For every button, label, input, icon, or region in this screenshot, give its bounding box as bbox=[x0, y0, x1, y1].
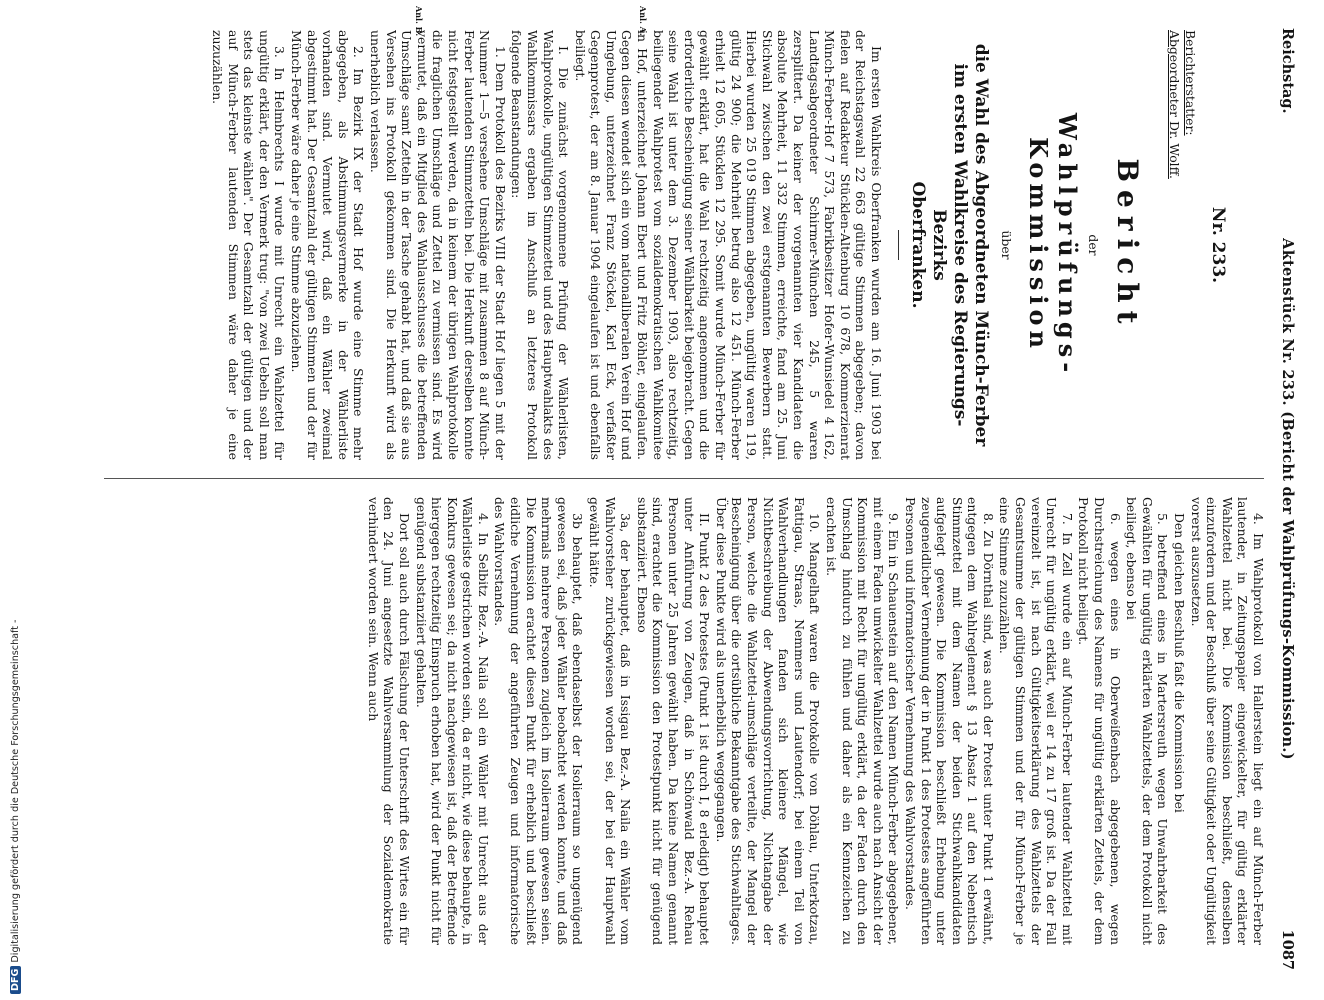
commission-title: Wahlprüfungs-Kommission bbox=[1024, 112, 1082, 378]
paragraph-forgery: Dort soll auch durch Fälschung der Unterschrift des Wirtes ein für den 24. Juni angesetzte Wahlversammlung der Sozialdemokratie verhindert worden sein. Wenn auch bbox=[365, 497, 412, 945]
rapporteur-name: Abgeordneter Dr. Wolff. bbox=[1167, 30, 1182, 179]
paragraph-item-2: 2. Im Bezirk IX der Stadt Hof wurde eine Stimme mehr abgegeben, als Abstimmungsvermerke in der Wählerliste vorhanden sind. Vermutet wird, daß ein Wähler zweimal abgestimmt hat. Der Gesamtzahl der gültigen Stimmen und der für Münch-Ferber wäre daher je eine Stimme abzuziehen. bbox=[289, 30, 367, 460]
topic-line-1: die Wahl des Abgeordneten Münch-Ferber bbox=[971, 43, 991, 447]
left-column bbox=[102, 30, 1232, 460]
dfg-logo: DFG bbox=[10, 966, 21, 994]
report-title: Bericht bbox=[1111, 158, 1144, 332]
paragraph-election-result: Im ersten Wahlkreis Oberfranken wurden am 16. Juni 1903 bei der Reichstagswahl 22 663 gültige Stimmen abgegeben; davon fielen auf Redakteur Stücklen-Altenburg 10 678, Kommerzienrat Münch-Ferber-Hof 7 573, Fabrikbesitzer Hofer-Wunsiedel 4 162, Landtagsabgeordneter Schirmer-München 245, 5 waren zersplittert. Da keiner der vorgenannten vier Kandidaten die absolute Mehrheit, 11 332 Stimmen, erreichte, fand am 25. Juni Stichwahl zwischen den zwei erstgenannten Bewerbern statt. Hierbei wurden 25 019 Stimmen abgegeben, ungültig waren 119, gültig 24 900; die Mehrheit betrug also 12 451. Münch-Ferber erhielt 12 605, Stücklen 12 295. Somit wurde Münch-Ferber für gewählt erklärt, hat die Wahl rechtzeitig angenommen und die erforderliche Bescheinigung seiner Wählbarkeit beigebracht. Gegen seine Wahl ist unter dem 3. Dezember 1903, also rechtzeitig, beiliegender Wahlprotest vom sozialdemokratischen Wahlkomitee in Hof, unterzeichnet Johann Ebert und Fritz Böhler, eingelaufen. Gegen diesen wendet sich ein vom nationalliberalen Verein Hof und Umgebung, unterzeichnet Franz Stöckel, Karl Eck, verfaßter Gegenprotest, der am 8. Januar 1904 eingelaufen ist und ebenfalls beiliegt. bbox=[572, 30, 884, 460]
report-topic bbox=[907, 30, 991, 460]
paragraph-item-4: 4. Im Wahlprotokoll von Hallerstein liegt ein auf Münch-Ferber lautender, in Zeitungspapier eingewickelter, für gültig erklärter Wahlzettel nicht bei. Die Kommission beschließt, denselben einzufordern und der Beschluß über seine Gültigkeit oder Ungültigkeit vorerst auszusetzen. bbox=[1188, 497, 1266, 945]
paragraph-item-3a: 3a, der behauptet, daß in Issigau Bez.-A. Naila ein Wähler vom Wahlvorsteher zurückgewiesen worden sei, der bei der Hauptwahl gewählt hätte. bbox=[587, 497, 634, 945]
paragraph-item-5: 5. betreffend eines in Martersreuth wegen Unwahrbarkeit des Gewählten für ungültig erklärten Wahlzettels, der dem Protokoll nicht beiliegt, ebenso bei bbox=[1124, 497, 1171, 945]
topic-line-2: im ersten Wahlkreise des Regierungs-Bezirks bbox=[929, 63, 970, 427]
page-number: 1087 bbox=[1279, 929, 1296, 970]
paragraph-same-decision: Den gleichen Beschluß faßt die Kommission bei bbox=[1172, 513, 1188, 813]
paragraph-item-9: 9. Ein in Schauenstein auf den Namen Münch-Ferber abgegebener, mit einem Faden umwickelter Wahlzettel wurde auch nach Ansicht der Kommission mit Recht für ungültig erklärt, da der Faden durch den Umschlag hindurch zu fühlen und daher als ein Kennzeichen zu erachten ist. bbox=[823, 497, 902, 945]
digitization-credit bbox=[4, 604, 26, 994]
paragraph-item-1: 1. Dem Protokoll des Bezirks VIII der Stadt Hof liegen 5 mit der Nummer 1—5 versehene Umschläge mit zusammen 8 auf Münch-Ferber lautenden Stimmzetteln bei. Die Herkunft derselben konnte nicht festgestellt werden, da in keinem der übrigen Wahlprotokolle die fraglichen Umschläge und Zettel zu vermissen sind. Es wird vermutet, daß ein Mitglied des Wahlausschusses die betreffenden Umschläge samt Zetteln in der Tasche gehabt hat, und daß sie aus Versehen ins Protokoll gekommen sind. Die Herkunft wird als unerheblich verlassen. bbox=[368, 30, 508, 460]
paragraph-item-8: 8. Zu Dörnthal sind, was auch der Protest unter Punkt 1 erwähnt, entgegen dem Wahlreglement § 13 Absatz 1 auf den Nebentisch Stimmzettel mit dem Namen der beiden Stichwahlkandidaten aufgelegt gewesen. Die Kommission beschließt Erhebung unter zeugeneidlicher Vernehmung der in Punkt 1 des Protestes angeführten Personen und informatorischer Vernehmung des Wahlvorstandes. bbox=[902, 497, 996, 945]
title-separator bbox=[898, 230, 899, 260]
credit-text: Digitalisierung gefördert durch die Deutsche Forschungsgemeinschaft - bbox=[10, 619, 21, 963]
document-number: Nr. 233. bbox=[1208, 206, 1228, 284]
right-column bbox=[96, 497, 1266, 945]
paragraph-item-6: 6. wegen eines in Oberweißenbach abgegebenen, wegen Durchstreichung des Namens für ungültig erklärten Zettels, der dem Protokoll nicht beiliegt. bbox=[1076, 497, 1123, 945]
margin-note-anl-a: Anl. A. bbox=[638, 6, 648, 36]
paragraph-item-3b: 3b behauptet, daß ebendaselbst der Isolierraum so ungenügend gewesen sei, daß jeder Wähler beobachtet werden konnte, und daß mehrmals mehrere Personen zugleich im Isolierraum gewesen seien. Die Kommission erachtet diesen Punkt für erheblich und beschließt eidliche Vernehmung der angeführten Zeugen und informatorische des Wahlvorstandes. bbox=[492, 497, 586, 945]
topic-line-3: Oberfranken. bbox=[908, 181, 928, 309]
column-divider bbox=[104, 478, 1264, 479]
paragraph-item-7: 7. In Zell wurde ein auf Münch-Ferber lautender Wahlzettel mit Unrecht für ungültig erklärt, weil er 14 zu 17 groß ist. Da der Fall vereinzelt ist, ist nach Gültigkeitserklärung des Wahlzettels der Gesamtsumme der gültigen Stimmen und der für Münch-Ferber je eine Stimme zuzuzählen. bbox=[997, 497, 1075, 945]
paragraph-section-ii: II. Punkt 2 des Protestes (Punkt 1 ist durch I, 8 erledigt) behauptet unter Anführung von Zeugen, daß in Schönwald Bez.-A. Rehau Personen unter 25 Jahren gewählt haben. Da keine Namen genannt sind, erachtet die Kommission den Protestpunkt nicht für genügend substanziiert. Ebenso bbox=[634, 497, 713, 945]
page-header bbox=[1272, 28, 1296, 970]
paragraph-section-i: I. Die zunächst vorgenommene Prüfung der Wählerlisten, Wahlprotokolle, ungültigen Stimmzettel und des Hauptwahlakts des Wahlkommissars ergaben im Anschluß an letzteres Protokoll folgende Beanstandungen: bbox=[509, 30, 572, 460]
rapporteur-label: Berichterstatter: bbox=[1183, 30, 1198, 136]
paragraph-item-10: 10. Mangelhaft waren die Protokolle von Döhlau, Unterkotzau, Fattigau, Straas, Nemmers und Lautendorf; bei einem Teil von Wahlverhandlungen fanden sich kleinere Mängel, wie Nichtbeschreibung der Abwendungsvorrichtung, Nichtangabe der Person, welche die Wahlzettel-umschläge verteilte, der Mangel der Bescheinigung über die ortsübliche Bekanntgabe des Stichwahltages. Über diese Punkte wird als unerheblich weggegangen. bbox=[713, 497, 823, 945]
margin-note-anl-b: Anl. B. bbox=[414, 6, 424, 37]
title-connector-ueber: über bbox=[999, 230, 1014, 260]
paragraph-item-4-selbitz: 4. In Selbitz Bez.-A. Naila soll ein Wähler mit Unrecht aus der Wählerliste gestrichen worden sein, da er nicht, wie diese behaupte, in Konkurs gewesen sei; da nicht nachgewiesen ist, daß der Betreffende hiergegen rechtzeitig Einspruch erhoben hat, wird der Punkt nicht für genügend substanziiert gehalten. bbox=[413, 497, 491, 945]
paragraph-item-3: 3. In Helmbrechts I wurde mit Unrecht ein Wahlzettel für ungültig erklärt, der den Vermerk trug: "von zwei Uebeln soll man stets das kleinste wählen". Der Gesamtzahl der gültigen und der auf Münch-Ferber lautenden Stimmen wäre daher je eine zuzuzählen. bbox=[210, 30, 288, 460]
header-reichstag: Reichstag. bbox=[1279, 28, 1296, 114]
title-connector-der: der bbox=[1086, 234, 1101, 256]
header-document-title: Aktenstück Nr. 233. (Bericht der Wahlprüfungs-Kommission.) bbox=[1279, 238, 1296, 760]
